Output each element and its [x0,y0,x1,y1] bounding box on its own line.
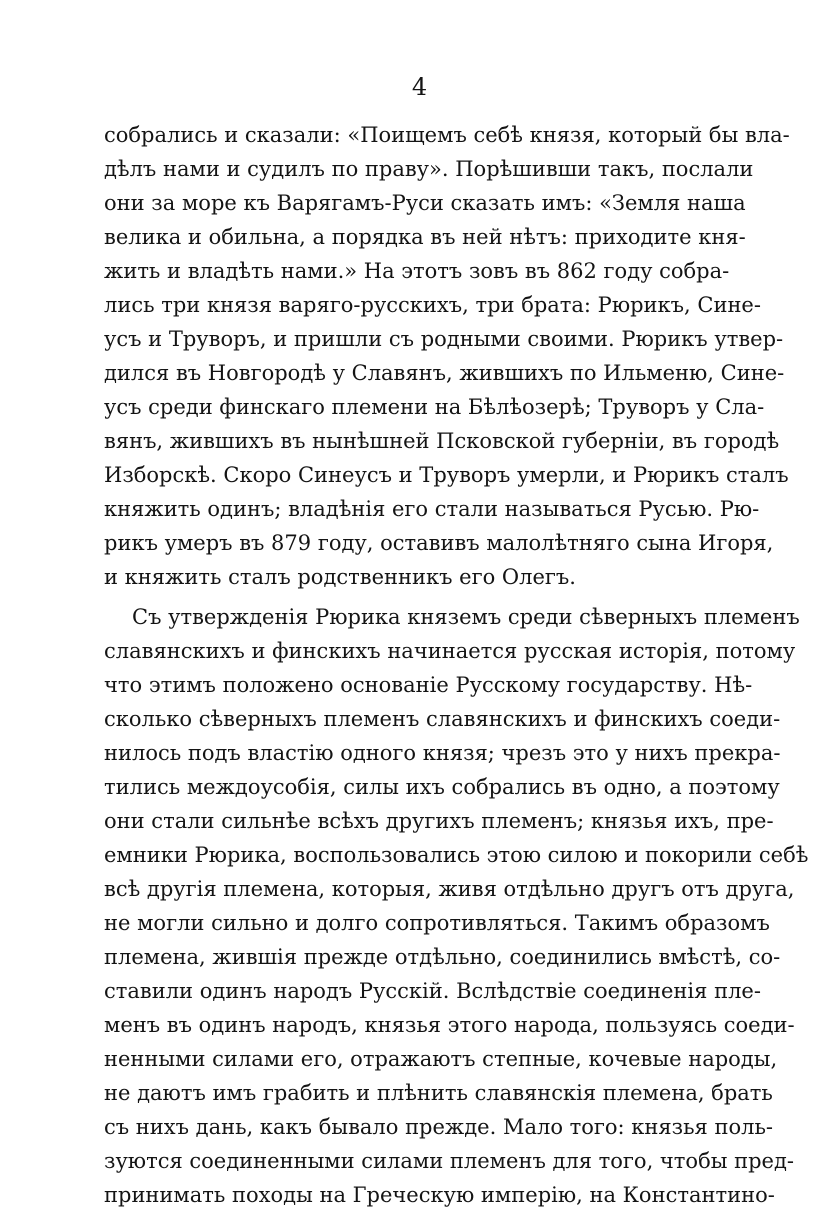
text-line: что этимъ положено основаніе Русскому государству. Нѣ- [104,673,753,697]
text-line: дился въ Новгородѣ у Славянъ, жившихъ по Ильменю, Сине- [104,361,785,385]
text-line: всѣ другія племена, которыя, живя отдѣльно другъ отъ друга, [104,877,795,901]
paragraph-2 [104,600,809,1212]
text-line: менъ въ одинъ народъ, князья этого народа, пользуясь соеди- [104,1013,795,1037]
text-line: княжить одинъ; владѣнія его стали называться Русью. Рю- [104,497,760,521]
text-line: принимать походы на Греческую имперію, на Константино- [104,1183,775,1207]
text-line: не могли сильно и долго сопротивляться. Такимъ образомъ [104,911,770,935]
text-line: и княжить сталъ родственникъ его Олегъ. [104,565,576,589]
text-line: съ нихъ дань, какъ бывало прежде. Мало того: князья поль- [104,1115,773,1139]
text-line: дѣлъ нами и судилъ по праву». Порѣшивши такъ, послали [104,157,754,181]
body-text [104,118,809,1212]
paragraph-1 [104,118,790,594]
text-line: они стали сильнѣе всѣхъ другихъ племенъ; князья ихъ, пре- [104,809,774,833]
text-line: велика и обильна, а порядка въ ней нѣтъ: приходите кня- [104,225,746,249]
text-line: тились междоусобія, силы ихъ собрались въ одно, а поэтому [104,775,780,799]
text-line: ставили одинъ народъ Русскій. Вслѣдствіе соединенія пле- [104,979,761,1003]
text-line: ненными силами его, отражаютъ степные, кочевые народы, [104,1047,778,1071]
text-line: нилось подъ властію одного князя; чрезъ это у нихъ прекра- [104,741,781,765]
text-line: рикъ умеръ въ 879 году, оставивъ малолѣтняго сына Игоря, [104,531,774,555]
page-number: 4 [411,73,429,101]
text-line: емники Рюрика, воспользовались этою силою и покорили себѣ [104,843,809,867]
text-line: лись три князя варяго-русскихъ, три брата: Рюрикъ, Сине- [104,293,761,317]
text-line: усъ среди финскаго племени на Бѣлѣозерѣ; Труворъ у Сла- [104,395,765,419]
text-line: вянъ, жившихъ въ нынѣшней Псковской губерніи, въ городѣ [104,429,780,453]
text-line: Изборскѣ. Скоро Синеусъ и Труворъ умерли, и Рюрикъ сталъ [104,463,789,487]
text-line: они за море къ Варягамъ-Руси сказать имъ: «Земля наша [104,191,746,215]
text-line: зуются соединенными силами племенъ для того, чтобы пред- [104,1149,794,1173]
text-line: племена, жившія прежде отдѣльно, соединились вмѣстѣ, со- [104,945,781,969]
text-line: Съ утвержденія Рюрика княземъ среди сѣверныхъ племенъ [132,605,800,629]
text-line: собрались и сказали: «Поищемъ себѣ князя, который бы вла- [104,123,790,147]
text-line: жить и владѣть нами.» На этотъ зовъ въ 862 году собра- [104,259,730,283]
text-line: славянскихъ и финскихъ начинается русская исторія, потому [104,639,796,663]
text-line: усъ и Труворъ, и пришли съ родными своими. Рюрикъ утвер- [104,327,784,351]
text-line: сколько сѣверныхъ племенъ славянскихъ и финскихъ соеди- [104,707,781,731]
text-line: не даютъ имъ грабить и плѣнить славянскія племена, брать [104,1081,773,1105]
